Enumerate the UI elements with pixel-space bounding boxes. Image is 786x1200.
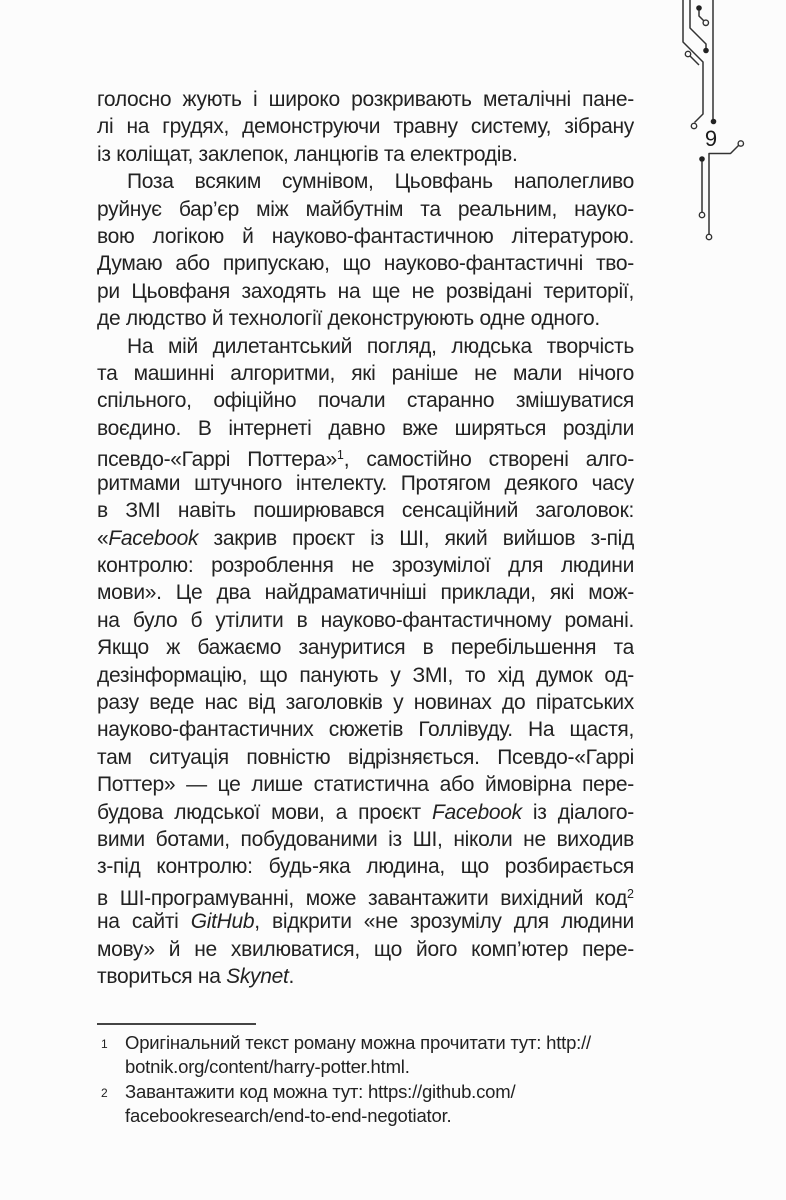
text-line [97, 826, 634, 853]
text-line [97, 141, 634, 168]
text-segment: лі на грудях, демонструючи травну систему, зібрану [97, 115, 634, 139]
text-line [97, 250, 634, 277]
text-segment: контролю: розроблення не зрозумілої для людини [97, 553, 634, 577]
text-segment: в ШІ-програмуванні, може завантажити вихідний код [97, 886, 628, 909]
text-segment: мови». Це два найдраматичніші приклади, які мож- [97, 581, 634, 605]
text-segment: Facebook [108, 526, 199, 550]
text-line [97, 168, 634, 195]
text-segment: разу веде нас від заголовків у новинах до піратських [97, 690, 634, 714]
text-segment: вою логікою й науково-фантастичною літературою. [97, 225, 634, 249]
text-line [97, 305, 634, 332]
text-line [97, 497, 634, 524]
text-segment: на було б утілити в науково-фантастичному романі. [97, 608, 634, 632]
text-segment: та машинні алгоритми, які раніше не мали нічого [97, 362, 634, 386]
text-line [97, 333, 634, 360]
text-line [97, 113, 634, 140]
circuit-traces-icon [660, 0, 760, 250]
text-line [97, 908, 634, 935]
footnote-marker: 2 [101, 1085, 108, 1100]
footnote-reference: 2 [627, 886, 634, 901]
text-line [97, 607, 634, 634]
text-segment: воєдино. В інтернеті давно вже ширяться розділи [97, 416, 634, 440]
body-text [97, 86, 634, 990]
footnote [97, 1080, 634, 1129]
text-segment: ритмами штучного інтелекту. Протягом деякого часу [97, 471, 634, 495]
footnote-line: Оригінальний текст роману можна прочитати тут: http:// [125, 1032, 591, 1053]
text-line [97, 634, 634, 661]
text-line [97, 963, 634, 990]
text-line [97, 360, 634, 387]
text-segment: руйнує бар’єр між майбутнім та реальним, науко- [97, 197, 634, 221]
text-segment: голосно жують і широко розкривають металічні пане- [97, 88, 634, 111]
text-line [97, 415, 634, 442]
text-segment: де людство й технології деконструюють одне одного. [97, 307, 600, 331]
text-segment: Поттер» — це лише статистична або ймовірна пере- [97, 773, 634, 797]
text-line [97, 552, 634, 579]
text-line [97, 716, 634, 743]
footnote-line: botnik.org/content/harry-potter.html. [125, 1056, 410, 1078]
text-segment: « [97, 526, 109, 550]
footnote-rule [97, 1023, 256, 1025]
text-segment: з-під контролю: будь-яка людина, що розбирається [97, 855, 634, 879]
text-segment: мову» й не хвилюватися, що його комп’ютер пере- [97, 937, 634, 961]
text-line [97, 387, 634, 414]
footnote-reference: 1 [336, 448, 344, 463]
text-segment: Skynet [226, 965, 289, 988]
text-line [97, 278, 634, 305]
text-line [97, 881, 634, 908]
text-segment: на сайті [97, 910, 191, 934]
text-segment: науково-фантастичних сюжетів Голлівуду. На щастя, [97, 718, 634, 742]
text-line [97, 662, 634, 689]
text-line [97, 689, 634, 716]
text-line [97, 86, 634, 113]
text-line [97, 525, 634, 552]
text-line [97, 853, 634, 880]
text-segment: із коліщат, заклепок, ланцюгів та електродів. [97, 142, 518, 166]
footnote-line: Завантажити код можна тут: https://github.com/ [125, 1080, 516, 1102]
text-segment: Якщо ж бажаємо зануритися в перебільшення та [97, 636, 634, 660]
text-line [97, 799, 634, 826]
text-segment: псевдо-«Гаррі Поттера» [97, 448, 337, 470]
text-line [97, 936, 634, 963]
page-number: 9 [704, 126, 718, 151]
text-segment: , відкрити «не зрозумілу для людини [254, 910, 634, 934]
text-segment: там ситуація повністю відрізняється. Псевдо-«Гаррі [97, 745, 634, 769]
text-line [97, 442, 634, 469]
text-line [97, 771, 634, 798]
footnotes [97, 1031, 634, 1129]
text-segment: , самостійно створені алго- [343, 448, 634, 470]
footnote-marker: 1 [101, 1037, 108, 1051]
text-segment: вими ботами, побудованими із ШІ, ніколи не виходив [97, 827, 634, 851]
text-segment: Думаю або припускаю, що науково-фантастичні тво- [97, 252, 634, 276]
text-segment: Поза всяким сумнівом, Цьовфань наполегливо [127, 170, 634, 194]
footnote-line: facebookresearch/end-to-end-negotiator. [125, 1105, 452, 1127]
text-segment: Facebook [431, 800, 522, 824]
text-line [97, 223, 634, 250]
text-line [97, 470, 634, 497]
text-segment: дезінформацію, що панують у ЗМІ, то хід думок од- [97, 663, 634, 687]
text-segment: GitHub [190, 910, 255, 934]
text-line [97, 196, 634, 223]
text-segment: будова людської мови, а проєкт [97, 800, 432, 824]
text-segment: . [288, 965, 295, 988]
text-segment: в ЗМІ навіть поширювався сенсаційний заголовок: [97, 499, 634, 523]
text-segment: спільного, офіційно почали старанно змішуватися [97, 389, 634, 413]
text-line [97, 579, 634, 606]
text-segment: твориться на [97, 965, 227, 988]
text-segment: ри Цьовфаня заходять на ще не розвідані території, [97, 279, 634, 303]
text-segment: На мій дилетантський погляд, людська творчість [127, 334, 634, 358]
text-segment: закрив проєкт із ШІ, який вийшов з-під [198, 526, 634, 550]
text-line [97, 744, 634, 771]
text-segment: із діалого- [521, 800, 634, 824]
footnote [97, 1031, 634, 1080]
